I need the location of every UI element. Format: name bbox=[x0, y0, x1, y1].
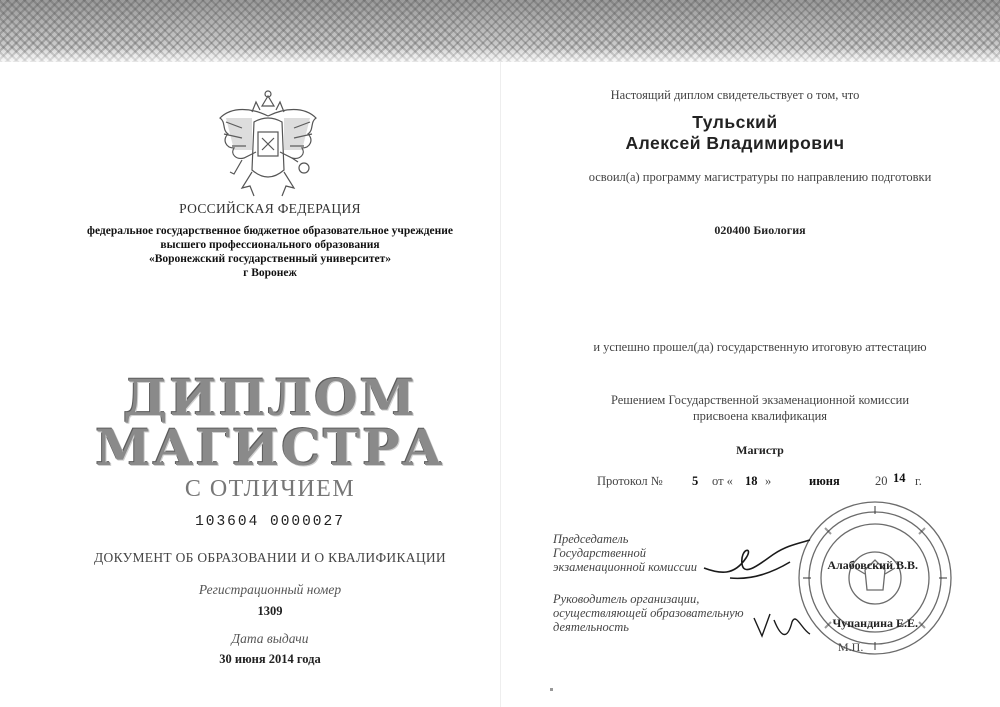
registration-number-label: Регистрационный номер bbox=[198, 582, 342, 597]
testifies-text: Настоящий диплом свидетельствует о том, что bbox=[610, 88, 860, 102]
protocol-line bbox=[597, 471, 937, 494]
chair-label bbox=[553, 532, 753, 574]
chair-label-line: Председатель bbox=[553, 532, 629, 546]
protocol-day: 18 bbox=[745, 474, 758, 488]
head-label-line: деятельность bbox=[553, 620, 629, 634]
protocol-year-prefix: 20 bbox=[875, 474, 888, 488]
diploma-title-honors: С ОТЛИЧИЕМ bbox=[184, 476, 356, 502]
qualification: Магистр bbox=[736, 443, 784, 457]
protocol-month: июня bbox=[809, 474, 840, 488]
graduate-surname: Тульский bbox=[692, 112, 778, 132]
chair-name: Алабовский В.В. bbox=[827, 558, 918, 572]
double-headed-eagle-emblem-icon bbox=[212, 88, 324, 206]
country-name: РОССИЙСКАЯ ФЕДЕРАЦИЯ bbox=[179, 201, 361, 216]
protocol-year-suffix: 14 bbox=[893, 471, 906, 485]
page-fold bbox=[500, 62, 501, 707]
protocol-number: 5 bbox=[692, 474, 699, 488]
protocol-year-abbr: г. bbox=[915, 474, 922, 488]
registration-number: 1309 bbox=[257, 604, 283, 618]
decision-line: присвоена квалификация bbox=[692, 409, 828, 423]
diploma-serial-number: 103604 0000027 bbox=[195, 514, 345, 530]
head-label bbox=[553, 592, 773, 634]
chair-label-line: экзаменационной комиссии bbox=[553, 560, 698, 574]
head-label-line: осуществляющей образовательную bbox=[553, 606, 744, 620]
protocol-label: Протокол № bbox=[597, 474, 663, 488]
institution-line: федеральное государственное бюджетное образовательное учреждение bbox=[87, 225, 453, 237]
issue-date-label: Дата выдачи bbox=[231, 631, 309, 646]
graduate-name: Алексей Владимирович bbox=[625, 133, 845, 153]
head-name: Чупандина Е.Е. bbox=[832, 616, 918, 630]
stamp-place-mark: М.П. bbox=[838, 640, 864, 654]
issue-date: 30 июня 2014 года bbox=[219, 652, 321, 666]
institution-block bbox=[70, 224, 470, 280]
commission-decision bbox=[560, 392, 960, 424]
document-type: ДОКУМЕНТ ОБ ОБРАЗОВАНИИ И О КВАЛИФИКАЦИИ bbox=[94, 550, 446, 565]
diploma-title-degree: МАГИСТРА bbox=[95, 418, 445, 477]
institution-city: г Воронеж bbox=[243, 267, 297, 279]
attestation-text: и успешно прошел(да) государственную итоговую аттестацию bbox=[593, 340, 927, 354]
institution-line: «Воронежский государственный университет» bbox=[148, 253, 392, 265]
institution-line: высшего профессионального образования bbox=[160, 239, 380, 251]
scan-dot bbox=[550, 688, 553, 691]
head-label-line: Руководитель организации, bbox=[553, 592, 700, 606]
chair-label-line: Государственной bbox=[553, 546, 646, 560]
program-code: 020400 Биология bbox=[714, 223, 806, 237]
protocol-close-quote: » bbox=[765, 474, 772, 488]
diploma-title: ДИПЛОМ bbox=[122, 368, 418, 427]
decision-line: Решением Государственной экзаменационной комиссии bbox=[610, 393, 910, 407]
mastered-program-text: освоил(а) программу магистратуры по направлению подготовки bbox=[588, 170, 932, 184]
protocol-from: от « bbox=[712, 474, 733, 488]
